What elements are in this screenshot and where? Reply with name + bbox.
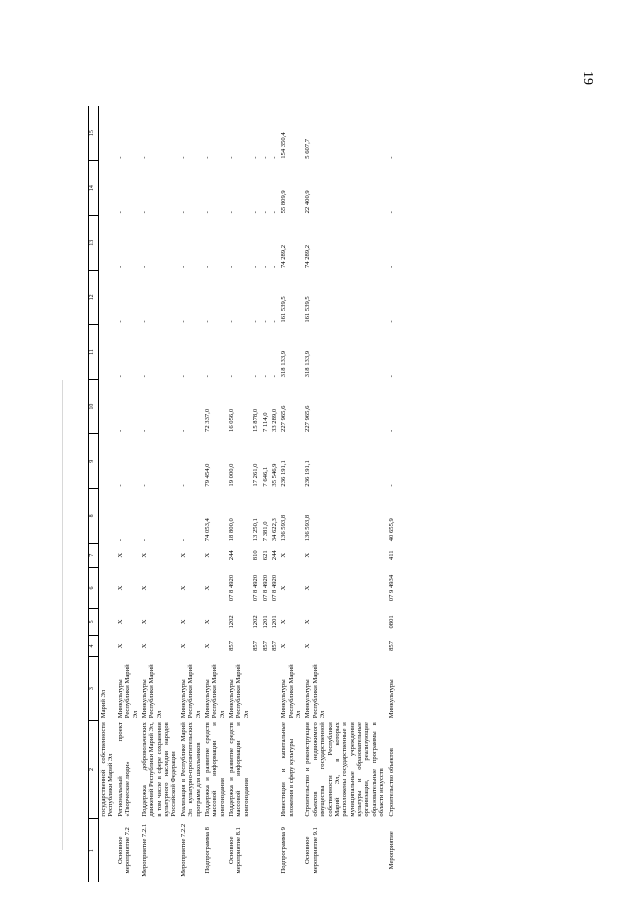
table-cell: 35 546,9 bbox=[270, 463, 278, 487]
table-cell bbox=[251, 819, 260, 882]
table-cell: 1202 bbox=[228, 615, 235, 629]
table-cell: X bbox=[116, 619, 124, 625]
table-cell: Строительство и реконструкция объектов недвижимого имущества государственной собственности Республики Марий Эл, в которых расположены государственные и муниципальные учреждения культуры и образовательные организации, реализующие образовательные программы в области искусств bbox=[304, 722, 386, 817]
table-cell bbox=[99, 215, 116, 270]
table-cell: X bbox=[179, 619, 187, 625]
table-cell: Минкультуры Республики Марий Эл bbox=[203, 664, 226, 719]
table-cell: Минкультуры Республики Марий Эл bbox=[116, 664, 139, 719]
table-cell: - bbox=[179, 211, 187, 214]
table-cell: - bbox=[179, 265, 187, 269]
table-cell: - bbox=[252, 265, 260, 269]
table-cell: - bbox=[116, 375, 124, 378]
table-cell: - bbox=[179, 429, 187, 432]
table-cell: X bbox=[280, 643, 288, 649]
table-cell: X bbox=[203, 619, 211, 625]
table-cell: 34 622,3 bbox=[270, 518, 278, 542]
table-cell: 136 593,8 bbox=[280, 514, 288, 542]
table-row bbox=[140, 106, 179, 882]
table-cell: - bbox=[116, 265, 124, 269]
table-row bbox=[116, 106, 140, 882]
table-cell: - bbox=[252, 211, 260, 214]
table-cell: - bbox=[179, 539, 187, 542]
table-cell: 19 000,0 bbox=[228, 463, 235, 487]
table-cell: 15 878,0 bbox=[252, 408, 260, 432]
table-cell: 236 191,1 bbox=[304, 460, 312, 487]
table-cell bbox=[99, 489, 116, 544]
table-cell: - bbox=[203, 320, 211, 323]
table-cell: 07 8 4920 bbox=[228, 574, 235, 602]
column-header: 6 bbox=[89, 567, 99, 609]
table-cell bbox=[99, 609, 116, 635]
table-cell: 136 593,8 bbox=[304, 514, 312, 542]
table-cell: - bbox=[228, 320, 235, 323]
table-cell: Минкультуры Республики Марий Эл bbox=[280, 664, 302, 719]
table-body bbox=[99, 106, 396, 882]
table-cell bbox=[99, 379, 116, 434]
table-cell: - bbox=[179, 375, 187, 378]
table-cell: - bbox=[179, 320, 187, 323]
column-header: 11 bbox=[89, 325, 99, 380]
page-number: 19 bbox=[580, 71, 595, 85]
table-cell: 07 8 4920 bbox=[252, 574, 260, 602]
table-row bbox=[387, 106, 396, 882]
table-cell: 7 114,0 bbox=[261, 412, 269, 432]
table-cell: X bbox=[140, 643, 148, 649]
table-cell: - bbox=[261, 211, 269, 214]
table-cell: - bbox=[252, 375, 260, 378]
table-row bbox=[303, 106, 386, 882]
table-cell: Марий Эл bbox=[100, 689, 107, 719]
table-cell: X bbox=[179, 585, 187, 591]
table-cell: - bbox=[228, 211, 235, 214]
table-cell: Реализация в Республике Марий Эл культурно-просветительских программ для школьников bbox=[179, 722, 202, 817]
table-cell: - bbox=[387, 320, 395, 323]
table-cell: Основное мероприятие 8.1 bbox=[228, 827, 243, 874]
table-row bbox=[270, 106, 279, 882]
table-cell: - bbox=[116, 539, 124, 542]
table-cell bbox=[270, 657, 279, 720]
column-header: 10 bbox=[89, 379, 99, 434]
table-row bbox=[261, 106, 270, 882]
table-cell: 79 454,0 bbox=[203, 463, 211, 487]
table-cell bbox=[99, 567, 116, 609]
table-row bbox=[99, 106, 116, 882]
column-header: 13 bbox=[89, 215, 99, 270]
table-cell: - bbox=[270, 320, 278, 323]
table-cell: 72 337,0 bbox=[203, 408, 211, 432]
table-cell: 22 400,9 bbox=[304, 190, 312, 214]
column-header: 14 bbox=[89, 161, 99, 216]
table-cell: Поддержка и развитие средств массовой информации и книгоиздания bbox=[203, 722, 226, 817]
column-header: 4 bbox=[89, 635, 99, 657]
table-cell: - bbox=[261, 375, 269, 378]
table-cell bbox=[99, 819, 116, 882]
table-cell: Строительство объектов bbox=[387, 748, 395, 817]
table-cell: 857 bbox=[270, 641, 278, 651]
table-row bbox=[251, 106, 260, 882]
table-cell: 154 350,4 bbox=[280, 132, 288, 159]
table-cell: Мероприятие 7.2.2 bbox=[179, 823, 187, 877]
table-cell bbox=[261, 720, 270, 818]
table-cell: X bbox=[203, 643, 211, 649]
table-cell: - bbox=[270, 375, 278, 378]
table-cell: - bbox=[140, 320, 148, 323]
table-cell: - bbox=[203, 211, 211, 214]
table-cell: X bbox=[304, 585, 312, 591]
column-header: 15 bbox=[89, 106, 99, 161]
table-cell: - bbox=[140, 484, 148, 487]
table-cell: - bbox=[140, 429, 148, 432]
table-cell: 74 289,2 bbox=[280, 244, 288, 269]
table-cell: Минкультуры Республики Марий Эл bbox=[304, 664, 327, 719]
table-cell: X bbox=[116, 552, 124, 558]
table-cell bbox=[270, 720, 279, 818]
table-cell: 13 250,1 bbox=[252, 518, 260, 542]
table-cell: X bbox=[304, 619, 312, 625]
table-cell bbox=[99, 635, 116, 657]
table-cell: X bbox=[116, 643, 124, 649]
table-cell: X bbox=[140, 585, 148, 591]
table-cell: - bbox=[261, 156, 269, 159]
table-cell: 1201 bbox=[261, 615, 269, 629]
table-cell: - bbox=[261, 265, 269, 269]
column-header: 1 bbox=[89, 819, 99, 882]
table-cell bbox=[99, 270, 116, 325]
table-cell: 236 191,1 bbox=[280, 460, 288, 487]
table-cell: X bbox=[140, 619, 148, 625]
table-cell: - bbox=[387, 156, 395, 159]
table-cell: X bbox=[280, 619, 288, 625]
table-cell: 07 8 4920 bbox=[270, 574, 278, 602]
table-cell: 7 646,1 bbox=[261, 466, 269, 487]
table-cell: 318 133,9 bbox=[280, 350, 288, 378]
table-cell: - bbox=[116, 211, 124, 214]
table-cell: - bbox=[140, 375, 148, 378]
table-cell: 7 381,0 bbox=[261, 521, 269, 542]
table-cell: - bbox=[387, 429, 395, 432]
rotated-table-container bbox=[88, 82, 588, 882]
table-row bbox=[179, 106, 203, 882]
table-cell: Мероприятие bbox=[387, 831, 395, 870]
table-cell: 227 965,6 bbox=[280, 405, 288, 432]
table-cell: 161 539,5 bbox=[280, 296, 288, 323]
table-cell bbox=[99, 161, 116, 216]
column-header: 12 bbox=[89, 270, 99, 325]
table-cell: X bbox=[280, 585, 288, 591]
table-cell: - bbox=[387, 375, 395, 378]
table-cell: 40 655,9 bbox=[387, 518, 395, 542]
table-cell: - bbox=[179, 484, 187, 487]
table-cell: 0801 bbox=[387, 615, 395, 629]
table-cell: 1202 bbox=[252, 615, 260, 629]
table-cell: - bbox=[116, 484, 124, 487]
column-header: 7 bbox=[89, 543, 99, 567]
table-cell: - bbox=[387, 265, 395, 269]
table-cell: - bbox=[270, 211, 278, 214]
table-cell: - bbox=[140, 211, 148, 214]
table-cell: 07 9 4934 bbox=[387, 574, 395, 602]
table-cell: 07 8 4920 bbox=[261, 574, 269, 602]
table-cell: 857 bbox=[252, 641, 260, 651]
table-cell: - bbox=[228, 265, 235, 269]
table-cell: X bbox=[203, 585, 211, 591]
table-cell: Минкультуры Республики Марий Эл bbox=[179, 664, 202, 719]
table-cell: 18 800,0 bbox=[228, 518, 235, 542]
table-cell bbox=[99, 106, 116, 161]
table-cell: 621 bbox=[261, 550, 269, 561]
table-cell: 74 053,4 bbox=[203, 518, 211, 542]
table-cell: - bbox=[179, 156, 187, 159]
table-cell: Инвестиции и капитальные вложения в сферу культуры bbox=[280, 722, 295, 817]
table-row bbox=[203, 106, 227, 882]
table-cell: X bbox=[304, 643, 312, 649]
table-cell: Подпрограмма 9 bbox=[280, 827, 288, 874]
table-cell: государственной собственности Республики Марий Эл bbox=[100, 722, 115, 817]
table-cell: - bbox=[252, 156, 260, 159]
table-cell: Основное мероприятие 9.1 bbox=[304, 827, 319, 874]
table-cell: 244 bbox=[228, 550, 235, 561]
table-cell: - bbox=[387, 484, 395, 487]
table-cell: 857 bbox=[228, 641, 235, 651]
table-cell: - bbox=[228, 375, 235, 378]
table-cell: 55 809,9 bbox=[280, 190, 288, 214]
table-cell: 227 965,6 bbox=[304, 405, 312, 432]
table-row bbox=[279, 106, 303, 882]
table-cell: 16 056,0 bbox=[228, 408, 235, 432]
column-header: 8 bbox=[89, 489, 99, 544]
table-cell: X bbox=[179, 643, 187, 649]
table-cell bbox=[99, 434, 116, 489]
table-cell bbox=[261, 819, 270, 882]
table-cell bbox=[251, 657, 260, 720]
table-cell bbox=[99, 543, 116, 567]
table-cell: - bbox=[270, 156, 278, 159]
table-cell: - bbox=[116, 320, 124, 323]
table-cell: Минкультуры bbox=[387, 679, 395, 719]
table-header-row bbox=[89, 106, 99, 882]
table-cell bbox=[99, 325, 116, 380]
table-cell: - bbox=[140, 156, 148, 159]
program-financing-table bbox=[88, 106, 396, 882]
table-cell: - bbox=[252, 320, 260, 323]
table-cell: - bbox=[228, 156, 235, 159]
table-cell: 161 539,5 bbox=[304, 296, 312, 323]
table-cell: - bbox=[116, 429, 124, 432]
table-cell: - bbox=[270, 265, 278, 269]
table-cell: 810 bbox=[252, 550, 260, 561]
column-header: 3 bbox=[89, 657, 99, 720]
table-cell: 857 bbox=[387, 641, 395, 651]
table-cell: - bbox=[140, 539, 148, 542]
table-cell bbox=[270, 819, 279, 882]
table-cell: Поддержка и развитие средств массовой информации и книгоиздания bbox=[228, 722, 250, 817]
table-cell bbox=[251, 720, 260, 818]
table-cell: 33 289,0 bbox=[270, 408, 278, 432]
table-cell: Основное мероприятие 7.2 bbox=[116, 827, 132, 874]
table-cell: 318 133,9 bbox=[304, 350, 312, 378]
table-cell: Минкультуры Республики Марий Эл bbox=[228, 664, 250, 719]
table-cell: 1201 bbox=[270, 615, 278, 629]
table-cell: X bbox=[203, 552, 211, 558]
table-cell: 74 289,2 bbox=[304, 244, 312, 269]
table-cell: 17 261,0 bbox=[252, 463, 260, 487]
table-cell: Поддержка добровольческих движений Республики Марий Эл, в том числе в сфере сохранения культурного наследия народов Российской Федерации bbox=[140, 722, 178, 817]
column-header: 5 bbox=[89, 609, 99, 635]
table-cell: - bbox=[203, 156, 211, 159]
table-row bbox=[227, 106, 251, 882]
table-cell: 857 bbox=[261, 641, 269, 651]
table-cell: Мероприятие 7.2.1 bbox=[140, 823, 148, 877]
table-cell: X bbox=[140, 552, 148, 558]
table-cell: - bbox=[387, 211, 395, 214]
column-header: 2 bbox=[89, 720, 99, 818]
table-cell: X bbox=[116, 585, 124, 591]
table-cell: X bbox=[304, 552, 312, 558]
table-cell bbox=[261, 657, 270, 720]
table-cell: Региональный проект «Творческие люди» bbox=[116, 722, 132, 817]
table-cell: - bbox=[261, 320, 269, 323]
table-cell: 244 bbox=[270, 550, 278, 561]
table-cell: 5 607,7 bbox=[304, 138, 312, 159]
table-cell: X bbox=[280, 552, 288, 558]
table-cell: Минкультуры Республики Марий Эл bbox=[140, 664, 163, 719]
table-cell: - bbox=[203, 265, 211, 269]
table-cell: 411 bbox=[387, 550, 395, 561]
scan-margin-line bbox=[62, 380, 63, 850]
table-cell: - bbox=[140, 265, 148, 269]
table-cell: - bbox=[203, 375, 211, 378]
table-cell: - bbox=[116, 156, 124, 159]
column-header: 9 bbox=[89, 434, 99, 489]
table-cell: Подпрограмма 8 bbox=[203, 827, 211, 874]
table-cell: X bbox=[179, 552, 187, 558]
